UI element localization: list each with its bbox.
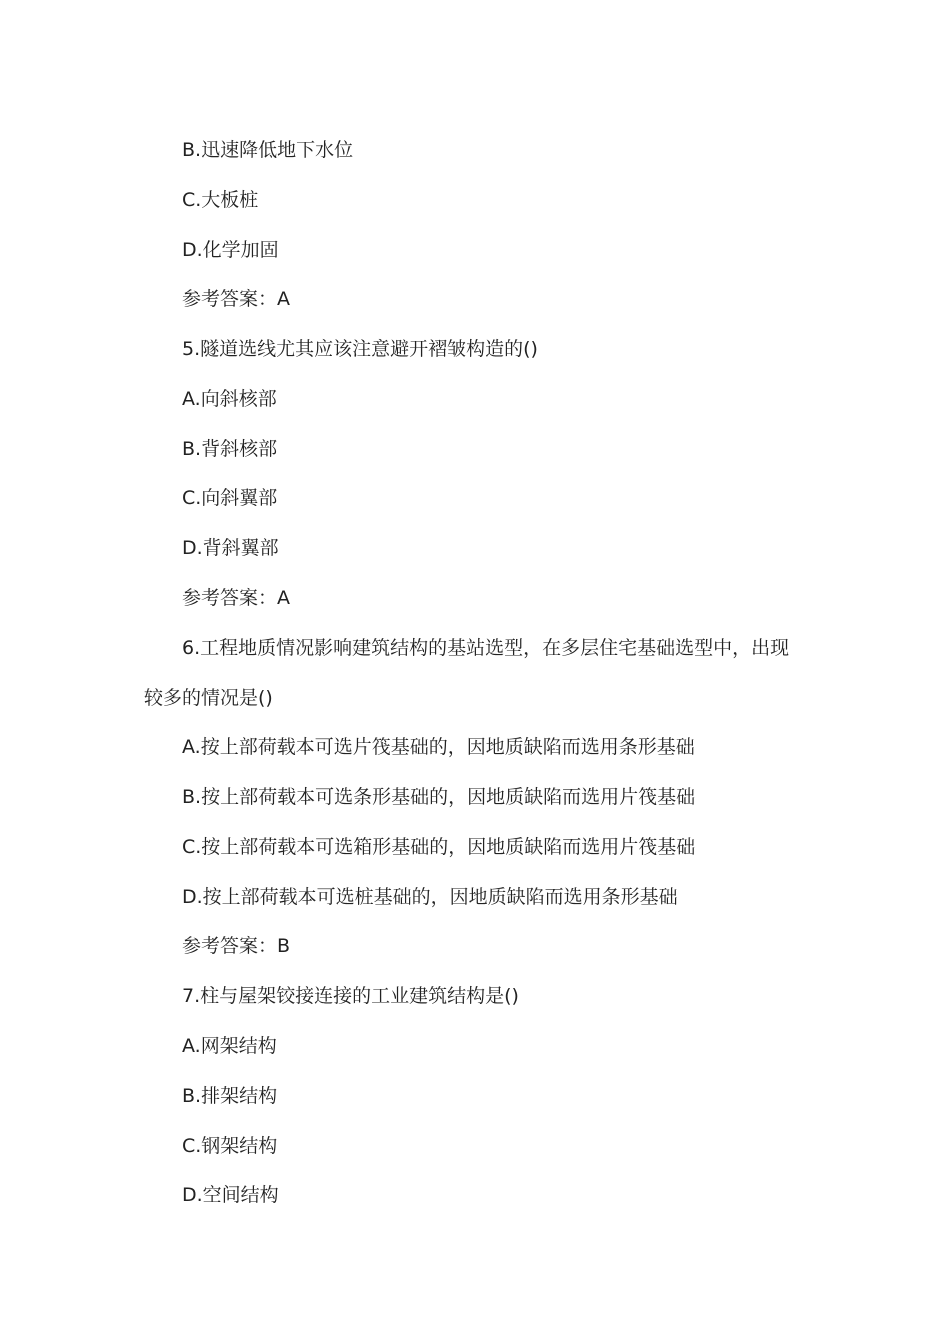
q6-option-d: D.按上部荷载本可选桩基础的，因地质缺陷而选用条形基础 bbox=[182, 886, 678, 908]
q5-question: 5.隧道选线尤其应该注意避开褶皱构造的() bbox=[182, 338, 538, 360]
q6-option-b: B.按上部荷载本可选条形基础的，因地质缺陷而选用片筏基础 bbox=[182, 786, 696, 808]
q5-option-a: A.向斜核部 bbox=[182, 388, 277, 410]
q5-option-d: D.背斜翼部 bbox=[182, 537, 279, 559]
q6-option-c: C.按上部荷载本可选箱形基础的，因地质缺陷而选用片筏基础 bbox=[182, 836, 696, 858]
q7-option-b: B.排架结构 bbox=[182, 1085, 278, 1107]
q4-option-c: C.大板桩 bbox=[182, 189, 259, 211]
q5-option-c: C.向斜翼部 bbox=[182, 487, 278, 509]
q7-question: 7.柱与屋架铰接连接的工业建筑结构是() bbox=[182, 985, 519, 1007]
q4-option-b: B.迅速降低地下水位 bbox=[182, 139, 354, 161]
q6-question-line1: 6.工程地质情况影响建筑结构的基站选型，在多层住宅基础选型中，出现 bbox=[182, 637, 790, 659]
q6-option-a: A.按上部荷载本可选片筏基础的，因地质缺陷而选用条形基础 bbox=[182, 736, 695, 758]
q6-question-line2: 较多的情况是() bbox=[144, 687, 273, 709]
q7-option-a: A.网架结构 bbox=[182, 1035, 277, 1057]
q7-option-c: C.钢架结构 bbox=[182, 1135, 278, 1157]
q4-option-d: D.化学加固 bbox=[182, 239, 279, 261]
q4-answer: 参考答案：A bbox=[182, 288, 290, 310]
q7-option-d: D.空间结构 bbox=[182, 1184, 279, 1206]
q5-answer: 参考答案：A bbox=[182, 587, 290, 609]
q5-option-b: B.背斜核部 bbox=[182, 438, 278, 460]
q6-answer: 参考答案：B bbox=[182, 935, 291, 957]
